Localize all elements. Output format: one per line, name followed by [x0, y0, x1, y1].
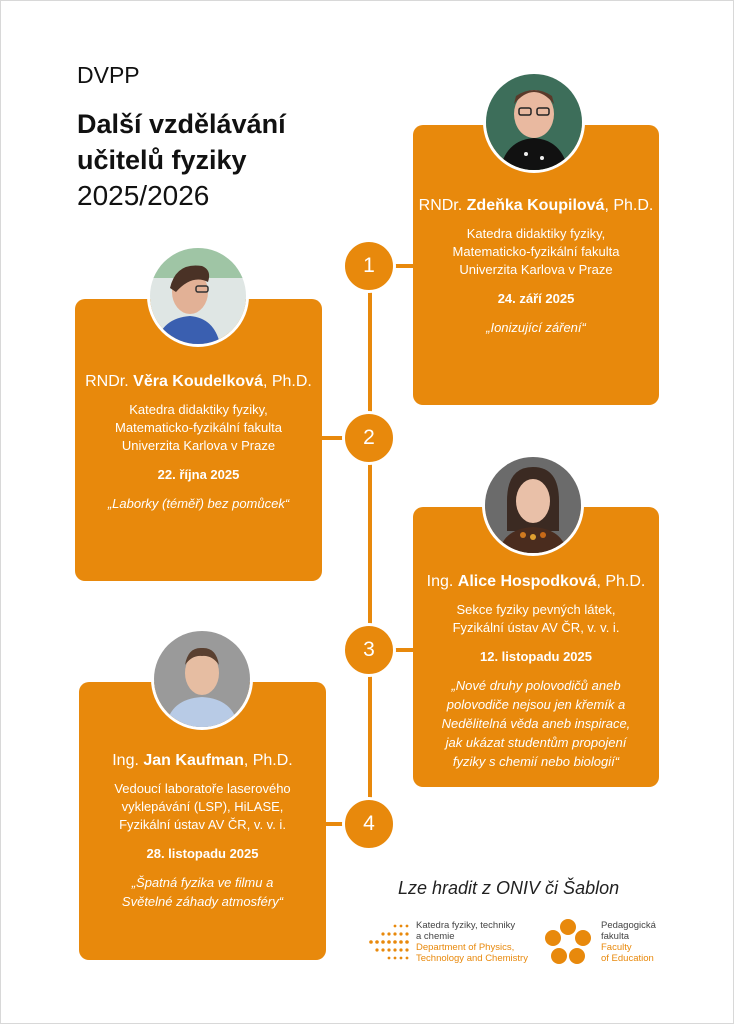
speaker-photo: [482, 454, 584, 556]
speaker-affiliation: Vedoucí laboratoře laserového vyklepávání (LSP), HiLASE, Fyzikální ústav AV ČR, v. v. i.: [114, 781, 291, 832]
faculty-logo-text: Pedagogická fakulta Faculty of Education: [601, 920, 656, 964]
timeline-node-4: 4: [342, 797, 396, 851]
speaker-photo: [151, 628, 253, 730]
timeline-node-3: 3: [342, 623, 396, 677]
speaker-photo: [483, 71, 585, 173]
timeline-node-1: 1: [342, 239, 396, 293]
program-kicker: DVPP: [77, 62, 140, 88]
speaker-name: RNDr. Věra Koudelková, Ph.D.: [85, 373, 312, 390]
department-logo-text: Katedra fyziky, techniky a chemie Department of Physics, Technology and Chemistry: [416, 920, 528, 964]
speaker-affiliation: Katedra didaktiky fyziky, Matematicko-fyzikální fakulta Univerzita Karlova v Praze: [452, 226, 620, 277]
lecture-date: 24. září 2025: [497, 291, 575, 306]
faculty-flower-logo-icon: [543, 918, 593, 968]
speaker-photo: [147, 245, 249, 347]
lecture-title: „Ionizující záření“: [486, 320, 586, 335]
lecture-title: „Nové druhy polovodičů aneb polovodiče nejsou jen křemík a Nedělitelná věda aneb inspirace, jak ukázat studentům propojení fyziky s chemií nebo biologií“: [441, 678, 631, 769]
funding-note: Lze hradit z ONIV či Šablon: [398, 878, 620, 898]
speaker-affiliation: Sekce fyziky pevných látek, Fyzikální ústav AV ČR, v. v. i.: [452, 602, 620, 635]
department-logo-icon: [365, 922, 409, 962]
school-year: 2025/2026: [77, 180, 210, 211]
lecture-title: „Špatná fyzika ve filmu a Světelné záhady atmosféry“: [121, 875, 284, 909]
timeline-node-2: 2: [342, 411, 396, 465]
speaker-name: Ing. Alice Hospodková, Ph.D.: [426, 573, 646, 590]
lecture-date: 12. listopadu 2025: [480, 649, 592, 664]
speaker-name: Ing. Jan Kaufman, Ph.D.: [112, 752, 293, 769]
lecture-date: 28. listopadu 2025: [146, 846, 259, 861]
lecture-title: „Laborky (téměř) bez pomůcek“: [107, 496, 290, 511]
page-title: Další vzdělávání učitelů fyziky: [77, 109, 286, 175]
speaker-name: RNDr. Zdeňka Koupilová, Ph.D.: [418, 197, 654, 214]
timeline-line: [368, 240, 372, 840]
lecture-date: 22. října 2025: [157, 467, 240, 482]
speaker-affiliation: Katedra didaktiky fyziky, Matematicko-fyzikální fakulta Univerzita Karlova v Praze: [115, 402, 282, 453]
timeline-connector: [322, 436, 344, 440]
